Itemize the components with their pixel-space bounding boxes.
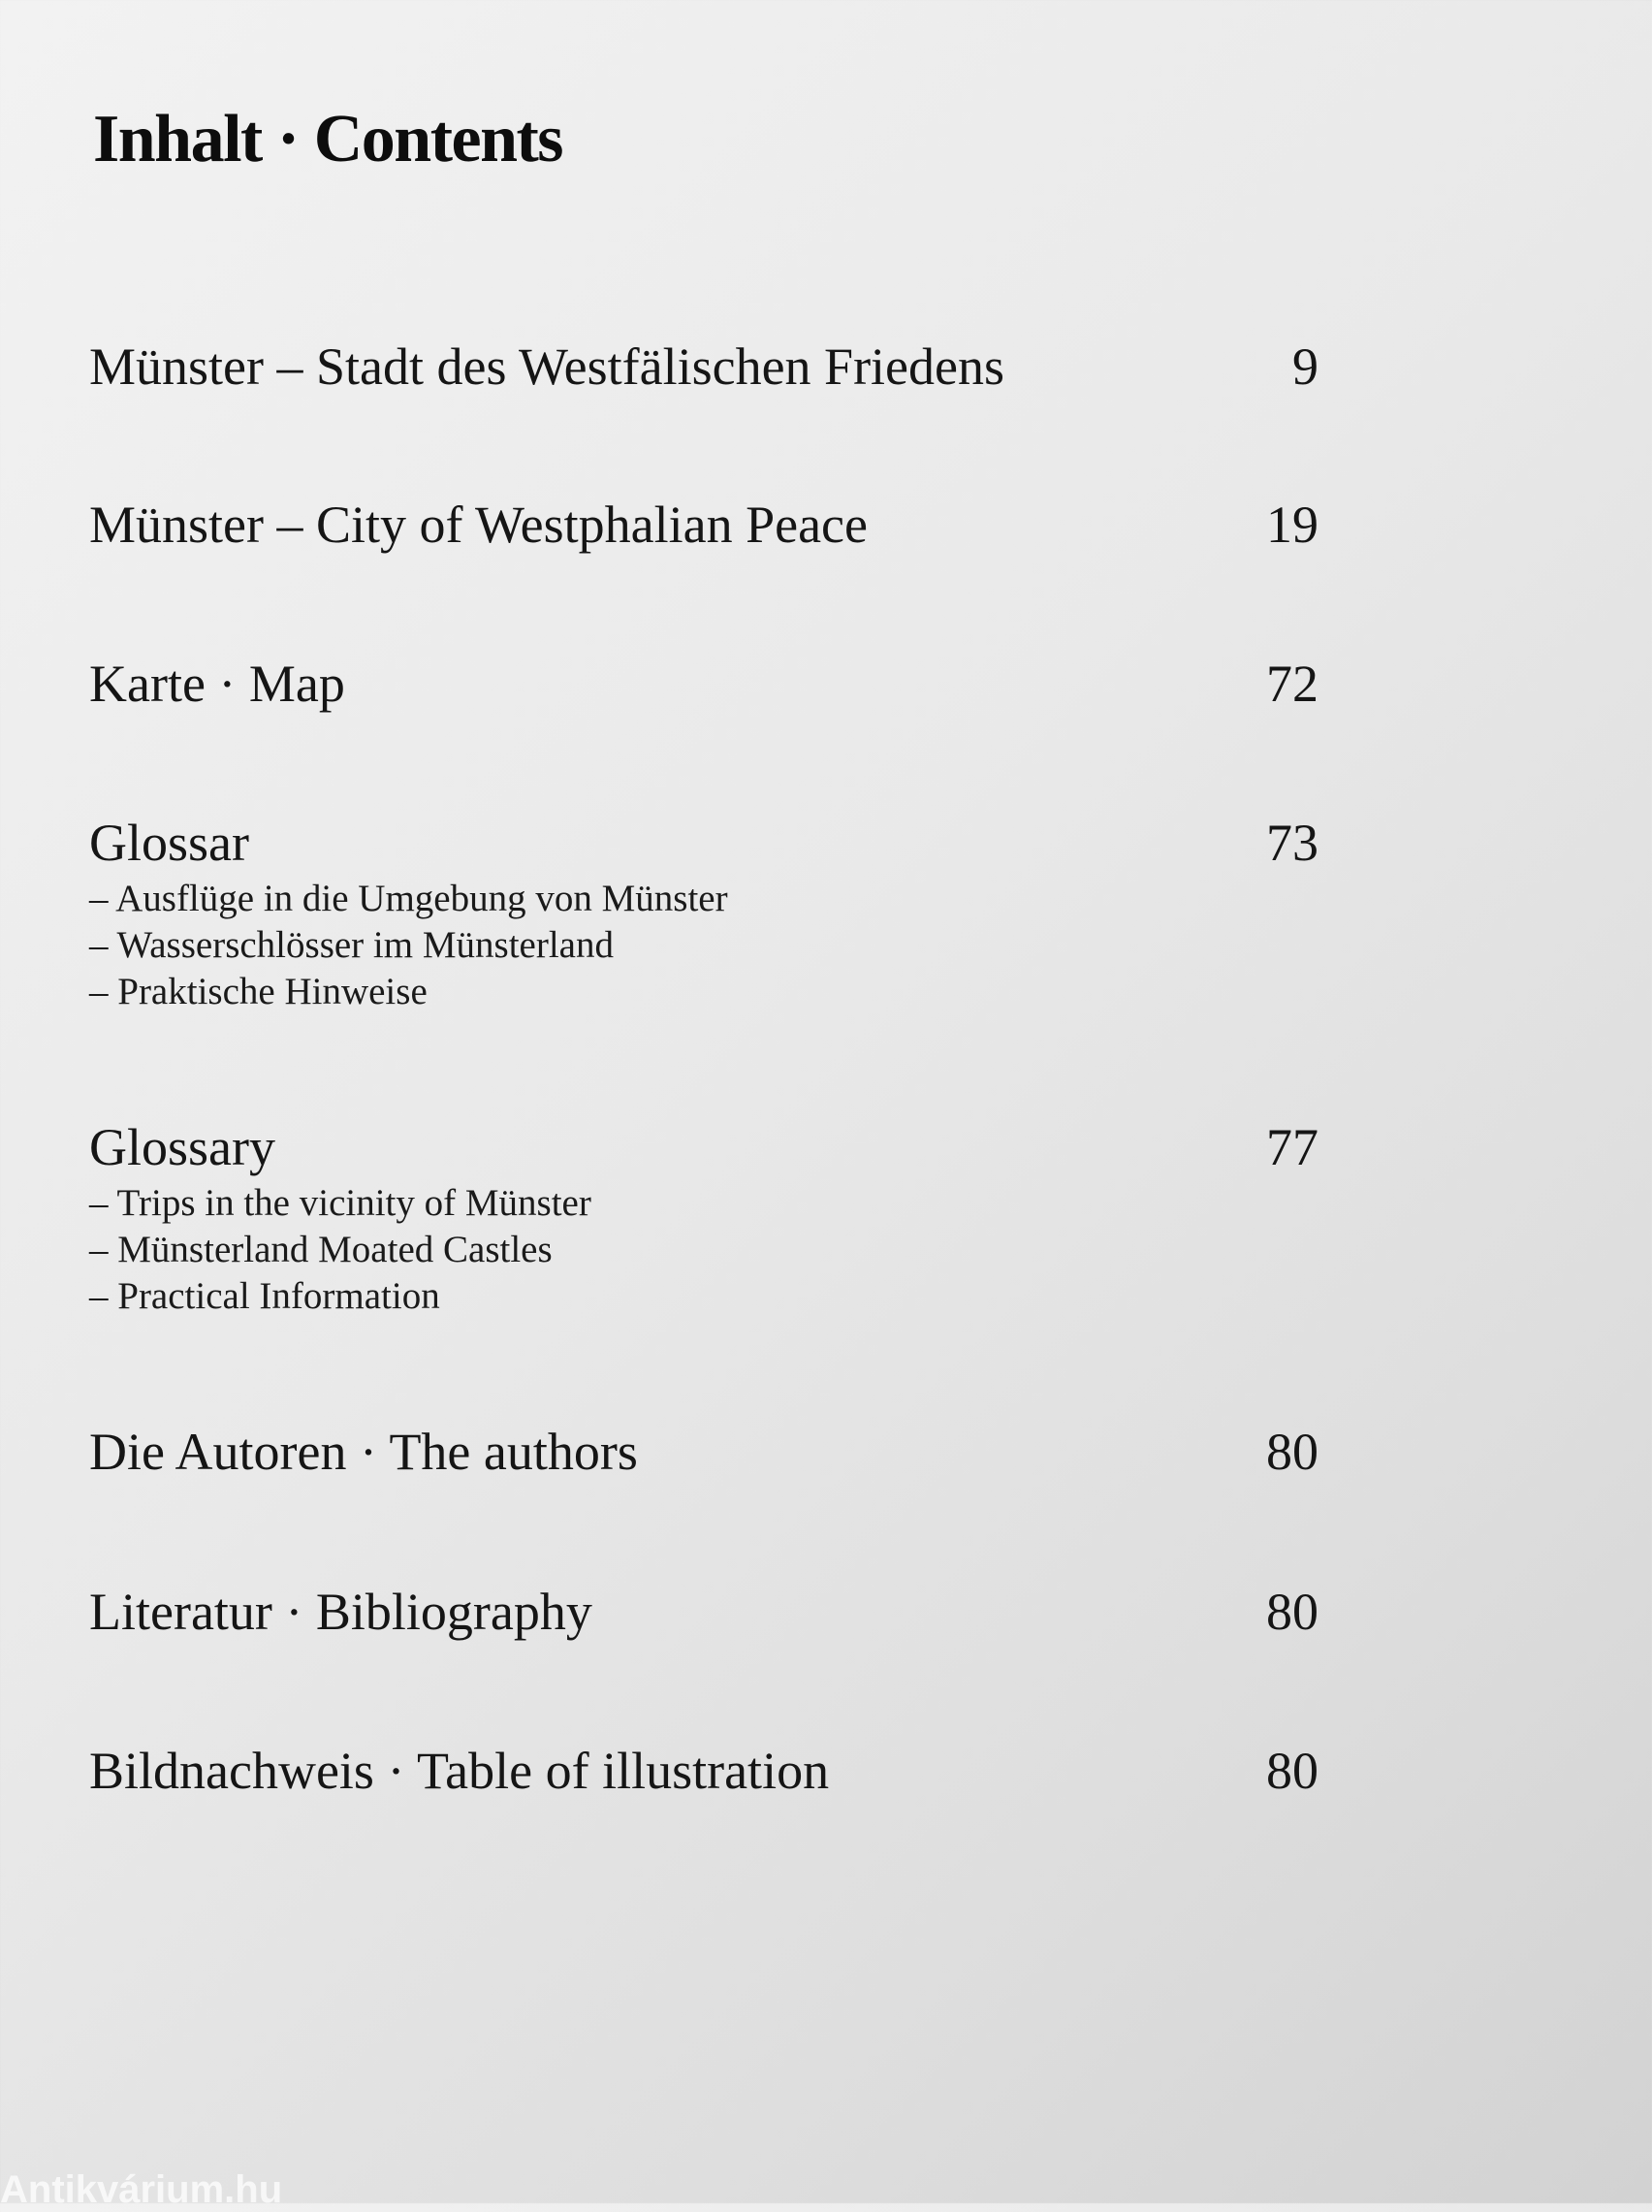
toc-subitem: – Trips in the vicinity of Münster <box>89 1182 591 1224</box>
toc-entry <box>89 653 1318 715</box>
toc-entry-label: Literatur · Bibliography <box>89 1583 592 1641</box>
toc-entry-label: Glossary <box>89 1118 275 1176</box>
toc-entry <box>89 1116 1318 1320</box>
toc-entry-page: 19 <box>1266 496 1318 554</box>
toc-entry-row <box>89 1740 1318 1802</box>
page-title: Inhalt · Contents <box>93 102 563 176</box>
toc-entry-row <box>89 1116 1318 1178</box>
toc-entry-label: Die Autoren · The authors <box>89 1423 638 1481</box>
toc-subitems <box>89 876 1318 1015</box>
toc-entry-row <box>89 336 1318 398</box>
toc-entry <box>89 1581 1318 1643</box>
toc-subitem: – Wasserschlösser im Münsterland <box>89 924 614 966</box>
watermark: Antikvárium.hu <box>0 2168 283 2211</box>
toc-entry-row <box>89 812 1318 874</box>
toc-entry-row <box>89 653 1318 715</box>
toc-subitem: – Praktische Hinweise <box>89 971 428 1012</box>
toc-subitems <box>89 1180 1318 1320</box>
toc-entry-label: Bildnachweis · Table of illustration <box>89 1742 830 1800</box>
toc-entry-label: Münster – Stadt des Westfälischen Friedens <box>89 337 1004 396</box>
toc-subitem: – Münsterland Moated Castles <box>89 1229 553 1270</box>
toc-entry <box>89 1740 1318 1802</box>
toc-entry-page: 80 <box>1266 1423 1318 1481</box>
toc-entry-label: Karte · Map <box>89 655 345 713</box>
toc-entry-page: 9 <box>1292 337 1318 396</box>
toc-entry-page: 77 <box>1266 1118 1318 1176</box>
toc-subitem: – Practical Information <box>89 1275 440 1317</box>
toc-entry-page: 80 <box>1266 1583 1318 1641</box>
toc-entry-row <box>89 1581 1318 1643</box>
toc-entry <box>89 494 1318 556</box>
toc-entry-page: 72 <box>1266 655 1318 713</box>
toc-entry-row <box>89 494 1318 556</box>
toc-subitem: – Ausflüge in die Umgebung von Münster <box>89 878 728 919</box>
toc-entry <box>89 336 1318 398</box>
toc-entry-row <box>89 1421 1318 1483</box>
toc-entry-label: Glossar <box>89 814 249 872</box>
toc-entry-label: Münster – City of Westphalian Peace <box>89 496 868 554</box>
toc-entry <box>89 1421 1318 1483</box>
toc-entry <box>89 812 1318 1015</box>
toc-entry-page: 73 <box>1266 814 1318 872</box>
toc-entry-page: 80 <box>1266 1742 1318 1800</box>
